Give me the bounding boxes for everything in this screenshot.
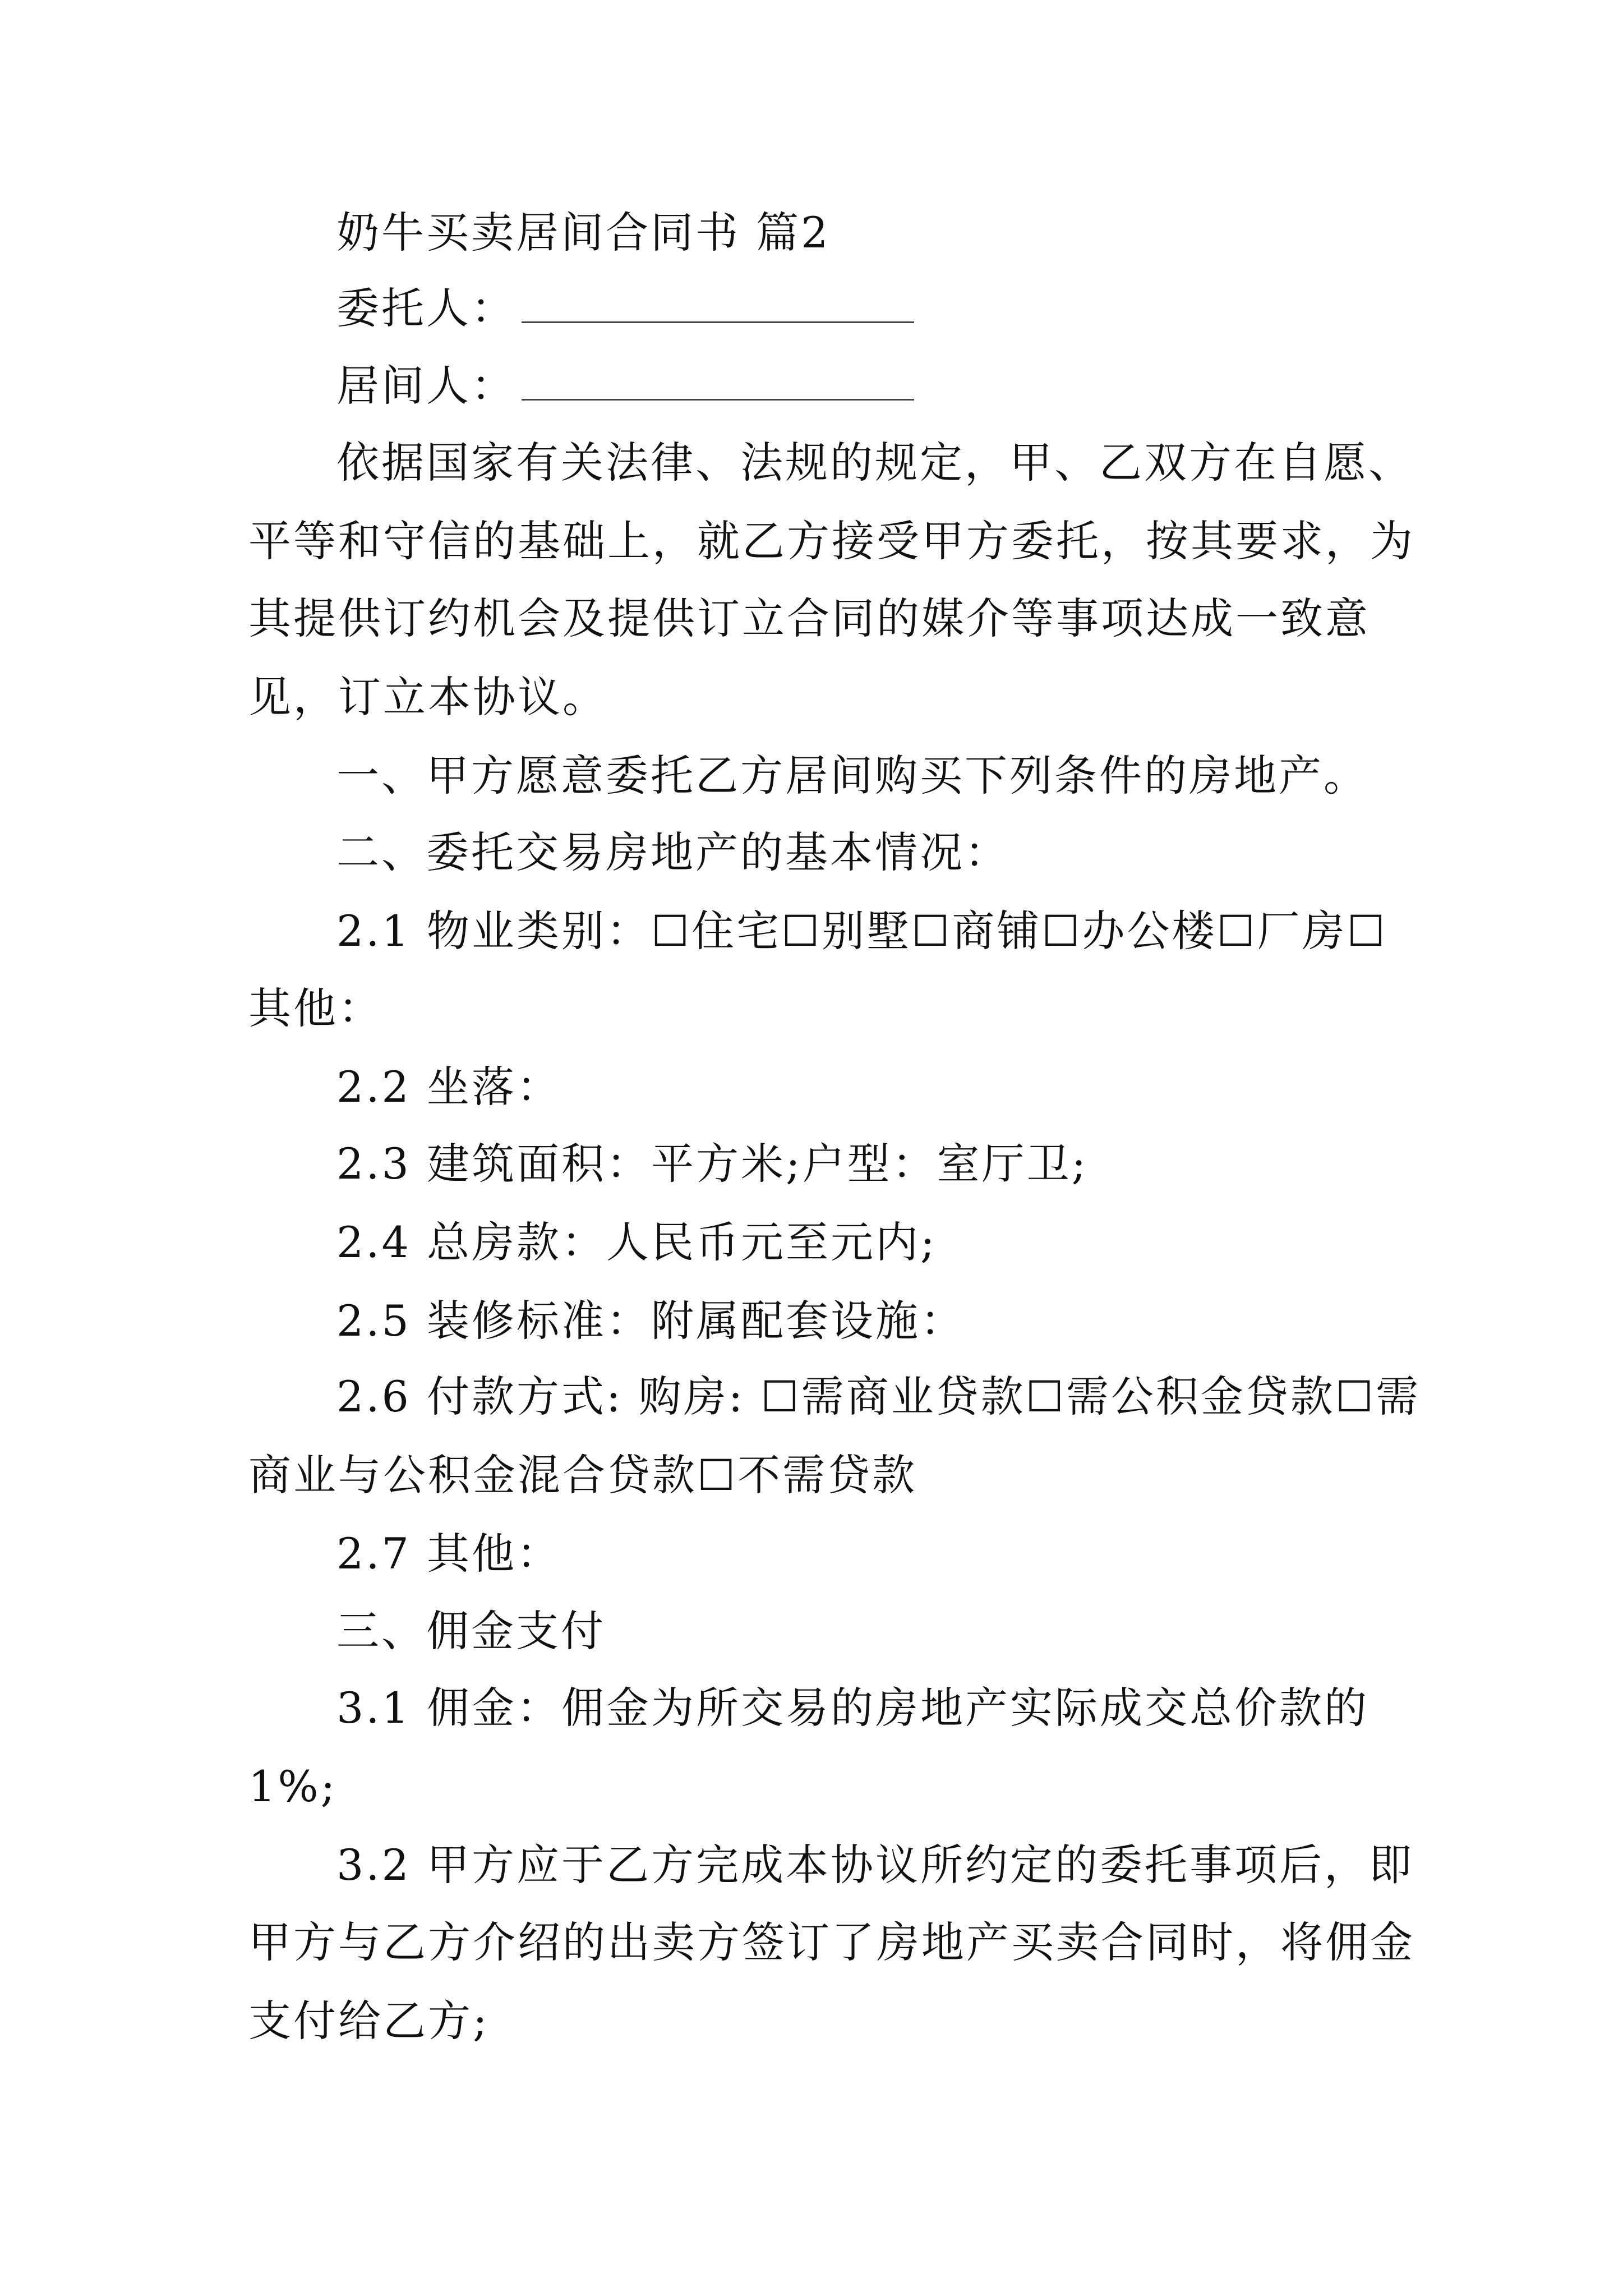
item-3-2-line-1: 3.2 甲方应于乙方完成本协议所约定的委托事项后，即	[336, 1840, 1414, 1890]
item-2-3: 2.3 建筑面积：平方米;户型：室厅卫;	[336, 1139, 1089, 1189]
intermediary-label: 居间人：	[336, 361, 516, 411]
preamble-line-1: 依据国家有关法律、法规的规定，甲、乙双方在自愿、	[336, 438, 1413, 487]
principal-field	[336, 280, 914, 337]
intermediary-blank-line	[522, 365, 914, 401]
item-3-1-line-2: 1%;	[248, 1761, 338, 1811]
preamble-line-2: 平等和守信的基础上，就乙方接受甲方委托，按其要求，为	[248, 516, 1415, 566]
item-2-1-line-2: 其他：	[248, 983, 383, 1033]
intermediary-field	[336, 358, 914, 414]
item-2-6-line-1: 2.6 付款方式: 购房: ☐需商业贷款☐需公积金贷款☐需	[336, 1372, 1421, 1421]
item-2-6-line-2: 商业与公积金混合贷款☐不需贷款	[248, 1450, 917, 1500]
item-3-1-line-1: 3.1 佣金：佣金为所交易的房地产实际成交总价款的	[336, 1683, 1370, 1733]
principal-blank-line	[522, 288, 914, 323]
principal-label: 委托人：	[336, 283, 516, 333]
section-3-heading: 三、佣金支付	[336, 1606, 606, 1656]
item-2-2: 2.2 坐落：	[336, 1062, 562, 1112]
section-1-heading: 一、甲方愿意委托乙方居间购买下列条件的房地产。	[336, 751, 1368, 800]
document-title: 奶牛买卖居间合同书 篇2	[336, 208, 831, 257]
section-2-heading: 二、委托交易房地产的基本情况：	[336, 827, 1009, 877]
preamble-line-4: 见，订立本协议。	[248, 672, 607, 722]
item-3-2-line-3: 支付给乙方;	[248, 1996, 490, 2046]
item-2-5: 2.5 装修标准：附属配套设施：	[336, 1296, 966, 1346]
item-2-7: 2.7 其他：	[336, 1529, 562, 1579]
item-2-1-line-1: 2.1 物业类别：☐住宅☐别墅☐商铺☐办公楼☐厂房☐	[336, 906, 1387, 956]
item-2-4: 2.4 总房款：人民币元至元内;	[336, 1217, 937, 1267]
preamble-line-3: 其提供订约机会及提供订立合同的媒介等事项达成一致意	[248, 593, 1370, 643]
item-3-2-line-2: 甲方与乙方介绍的出卖方签订了房地产买卖合同时，将佣金	[248, 1917, 1415, 1967]
